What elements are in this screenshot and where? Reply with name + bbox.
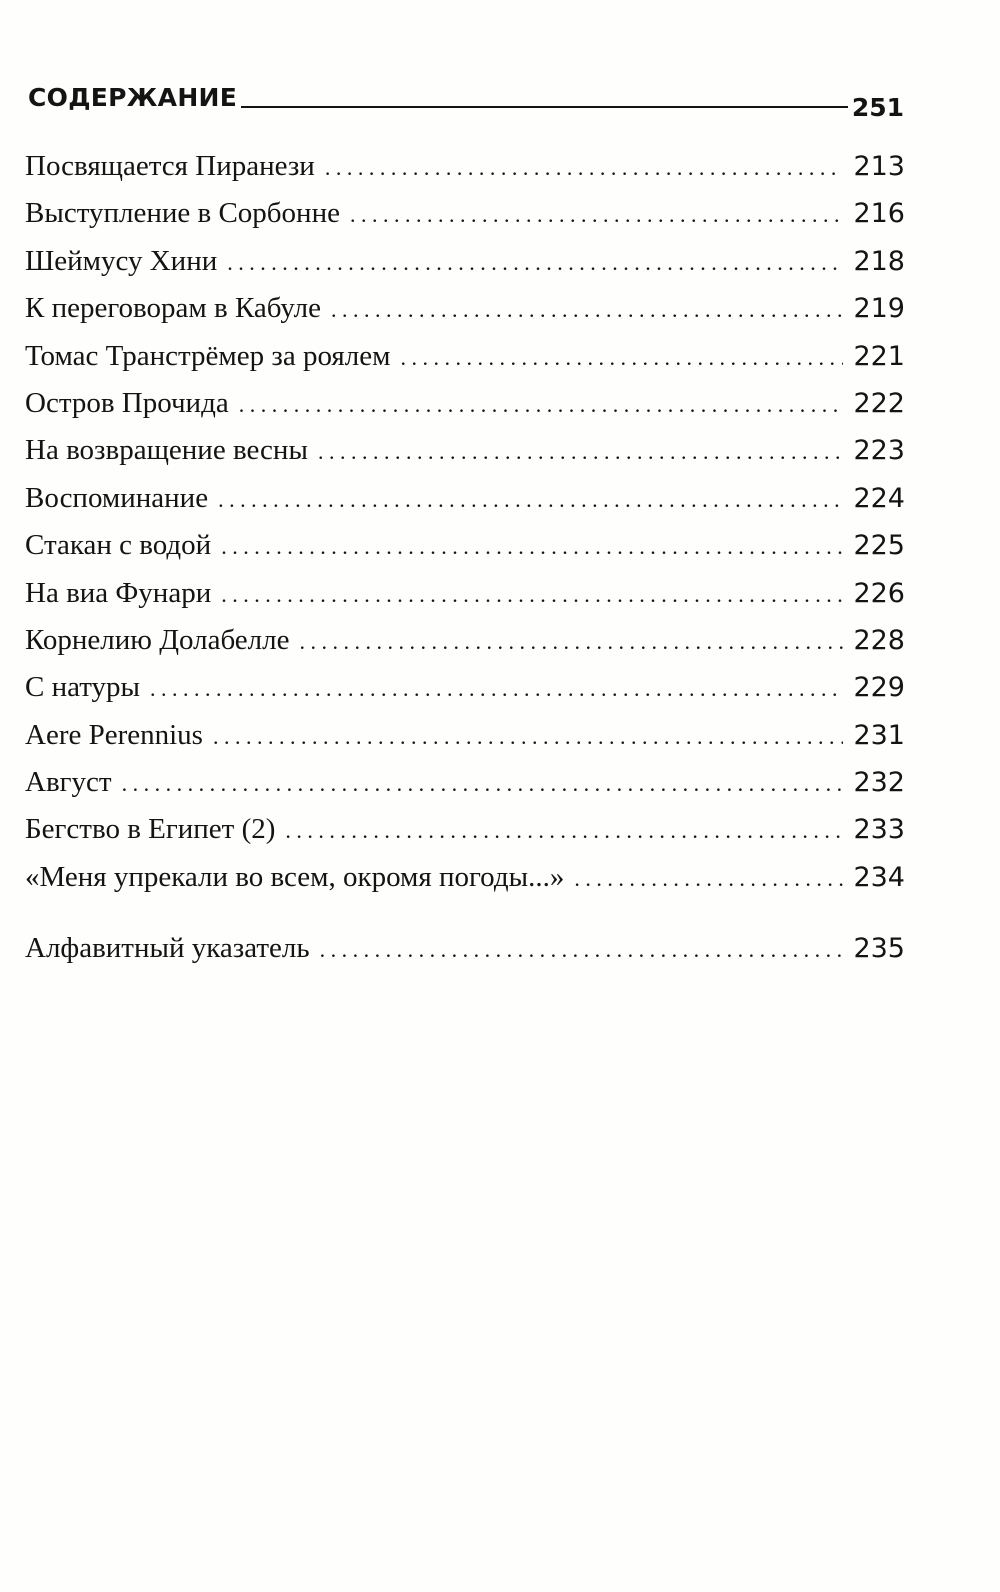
toc-entry-title: Остров Прочида <box>25 386 229 419</box>
toc-entry-title: Корнелию Долабелле <box>25 623 290 656</box>
dot-leader <box>227 250 843 276</box>
toc-entry-title: Томас Транстрёмер за роялем <box>25 339 391 372</box>
toc-entry <box>25 150 905 197</box>
dot-leader <box>400 345 843 371</box>
toc-entry <box>25 813 905 860</box>
dot-leader <box>239 392 843 418</box>
toc-entry <box>25 434 905 481</box>
toc-entry-title: На виа Фунари <box>25 576 212 609</box>
toc-entry-page: 229 <box>853 672 905 704</box>
toc-entry <box>25 624 905 671</box>
toc-entry-page: 224 <box>853 482 905 514</box>
dot-leader <box>218 487 843 513</box>
toc-entry <box>25 766 905 813</box>
toc-entry-title: Бегство в Египет (2) <box>25 813 276 846</box>
toc-entry-page: 218 <box>853 245 905 277</box>
header-rule <box>241 106 848 108</box>
toc-entry-page: 234 <box>853 861 905 893</box>
toc-entry-title: Воспоминание <box>25 481 209 514</box>
toc-index-entry <box>25 932 905 979</box>
toc-entry-title: Шеймусу Хини <box>25 244 218 277</box>
toc-entry-title: На возвращение весны <box>25 434 308 467</box>
toc-entry <box>25 292 905 339</box>
section-gap <box>25 908 905 932</box>
toc-entry-page: 226 <box>853 577 905 609</box>
toc-entry <box>25 577 905 624</box>
dot-leader <box>285 818 843 844</box>
toc-entry-page: 232 <box>853 767 905 799</box>
toc-entry-page: 213 <box>853 151 905 182</box>
dot-leader <box>320 937 843 963</box>
dot-leader <box>574 866 843 892</box>
dot-leader <box>150 676 843 702</box>
toc-entry-page: 233 <box>853 814 905 846</box>
dot-leader <box>221 582 843 608</box>
toc-entry-title: Посвящается Пиранези <box>25 150 315 182</box>
toc-entry-title: К переговорам в Кабуле <box>25 292 321 325</box>
toc-entry-title: Алфавитный указатель <box>25 932 310 965</box>
toc-entry-title: Aere Perennius <box>25 718 203 751</box>
toc-entry <box>25 719 905 766</box>
dot-leader <box>318 439 843 465</box>
toc-entry-title: Август <box>25 766 112 799</box>
toc-entry <box>25 861 905 908</box>
toc-entry-title: Стакан с водой <box>25 529 212 562</box>
toc-entry-page: 225 <box>853 530 905 562</box>
toc-entry-page: 228 <box>853 624 905 656</box>
toc-entry <box>25 529 905 576</box>
toc-entry-page: 219 <box>853 293 905 325</box>
toc-entry-page: 221 <box>853 340 905 372</box>
toc-entry-title: С натуры <box>25 671 141 704</box>
dot-leader <box>300 629 844 655</box>
toc-entry-title: «Меня упрекали во всем, окромя погоды...» <box>25 860 565 893</box>
toc-entry-page: 231 <box>853 719 905 751</box>
toc-entry-page: 235 <box>853 933 905 965</box>
dot-leader <box>350 202 843 228</box>
dot-leader <box>221 534 843 560</box>
toc-entry <box>25 387 905 434</box>
toc-entry <box>25 245 905 292</box>
toc-entry <box>25 340 905 387</box>
toc-entry-title: Выступление в Сорбонне <box>25 197 340 230</box>
toc-entry <box>25 197 905 244</box>
toc-entry-page: 223 <box>853 435 905 467</box>
toc-entry <box>25 482 905 529</box>
dot-leader <box>122 771 843 797</box>
toc-entry-page: 222 <box>853 387 905 419</box>
dot-leader <box>325 155 843 181</box>
table-of-contents <box>25 150 905 980</box>
toc-entry-page: 216 <box>853 198 905 230</box>
dot-leader <box>213 724 843 750</box>
toc-entry <box>25 671 905 718</box>
running-title: СОДЕРЖАНИЕ <box>28 83 238 112</box>
dot-leader <box>331 297 843 323</box>
page-number: 251 <box>851 93 904 122</box>
running-header <box>28 74 904 122</box>
